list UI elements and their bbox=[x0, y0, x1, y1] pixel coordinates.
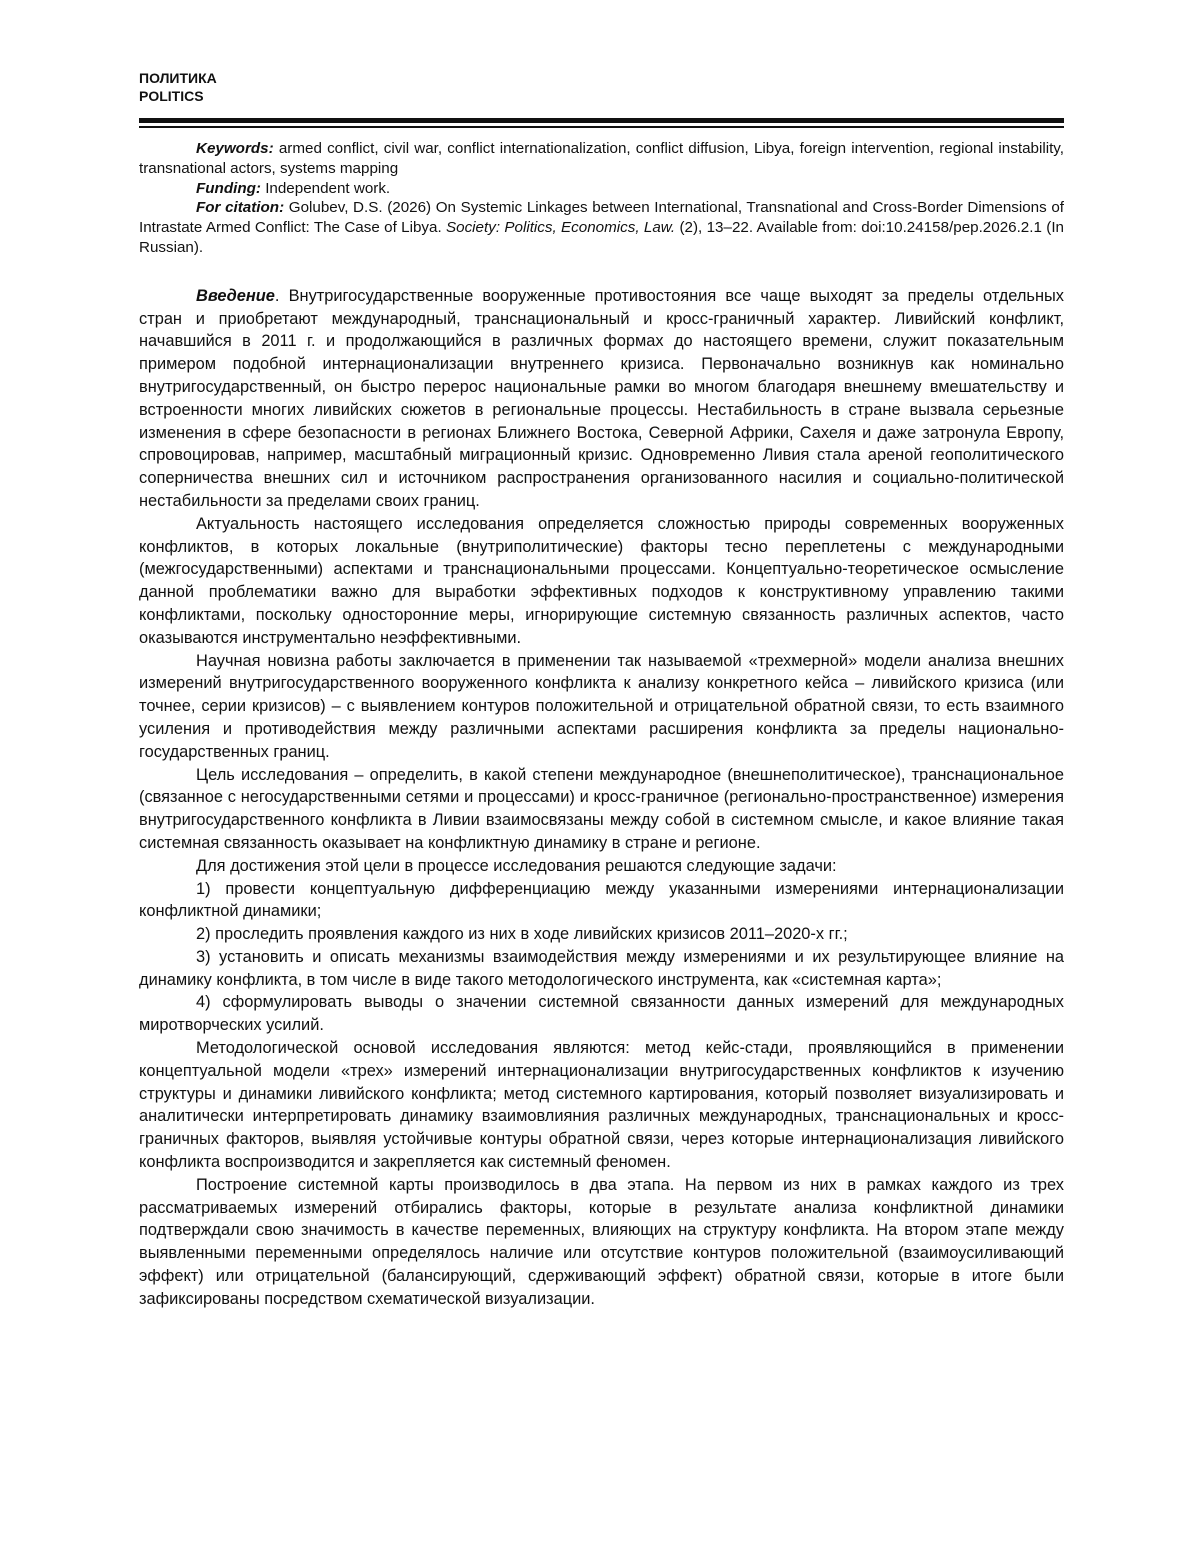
body-paragraph: Для достижения этой цели в процессе исследования решаются следующие задачи: bbox=[196, 856, 837, 875]
body-paragraph: Цель исследования – определить, в какой степени международное (внешнеполитическое), транснациональное (связанное с негосударственными сетями и процессами) и кросс-граничное (регионально-пространственное) измерения внутригосударственного конфликта в Ливии взаимосвязаны между собой в системном смысле, и какое влияние такая системная связанность оказывает на конфликтную динамику в стране и регионе. bbox=[139, 765, 1064, 852]
article-body bbox=[139, 285, 1064, 1311]
intro-paragraph bbox=[139, 285, 1064, 513]
citation-label: For citation: bbox=[196, 199, 285, 217]
task-item: 2) проследить проявления каждого из них в ходе ливийских кризисов 2011–2020-х гг.; bbox=[196, 925, 848, 944]
intro-text: . Внутригосударственные вооруженные противостояния все чаще выходят за пределы отдельных стран и приобретают международный, транснациональный и кросс-граничный характер. Ливийский конфликт, начавшийся в 2011 г. и продолжающийся в различных формах до настоящего времени, служит показательным примером подобной интернационализации внутреннего кризиса. Первоначально возникнув как номинально внутригосударственный, он быстро перерос национальные рамки во многом благодаря внешнему вмешательству и встроенности многих ливийских сюжетов в региональные процессы. Нестабильность в стране вызвала серьезные изменения в сфере безопасности в регионах Ближнего Востока, Северной Африки, Сахеля и даже затронула Европу, спровоцировав, например, масштабный миграционный кризис. Одновременно Ливия стала ареной геополитического соперничества внешних сил и источником распространения организованного насилия и социально-политической нестабильности за пределами своих границ. bbox=[139, 286, 1064, 510]
funding bbox=[139, 179, 1064, 199]
section-title-ru: ПОЛИТИКА bbox=[139, 70, 217, 86]
funding-text: Independent work. bbox=[265, 179, 391, 197]
header-rule-thin bbox=[139, 126, 1064, 128]
keywords-text: armed conflict, civil war, conflict internationalization, conflict diffusion, Libya, foreign intervention, regional instability, transnational actors, systems mapping bbox=[139, 140, 1064, 177]
section-title-en: POLITICS bbox=[139, 88, 204, 104]
task-item: 1) провести концептуальную дифференциацию между указанными измерениями интернационализации конфликтной динамики; bbox=[139, 879, 1064, 921]
citation bbox=[139, 198, 1064, 257]
article-content bbox=[139, 139, 1064, 1311]
body-paragraph: Актуальность настоящего исследования определяется сложностью природы современных вооруженных конфликтов, в которых локальные (внутриполитические) факторы тесно переплетены с международными (межгосударственными) аспектами и транснациональными процессами. Концептуально-теоретическое осмысление данной проблематики важно для выработки эффективных подходов к конструктивному управлению такими конфликтами, поскольку односторонние меры, игнорирующие системную связанность различных аспектов, часто оказываются инструментально неэффективными. bbox=[139, 514, 1064, 647]
intro-label: Введение bbox=[196, 286, 275, 305]
task-item: 3) установить и описать механизмы взаимодействия между измерениями и их результирующее влияние на динамику конфликта, в том числе в виде такого методологического инструмента, как «системная карта»; bbox=[139, 947, 1064, 989]
body-paragraph: Методологической основой исследования являются: метод кейс-стади, проявляющийся в применении концептуальной модели «трех» измерений интернационализации внутригосударственных конфликтов к изучению структуры и динамики ливийского конфликта; метод системного картирования, который позволяет визуализировать и аналитически интерпретировать динамику взаимовлияния различных международных, транснациональных и кросс-граничных факторов, выявляя устойчивые контуры обратной связи, через которые интернационализация ливийского конфликта воспроизводится и закрепляется как системный феномен. bbox=[139, 1039, 1064, 1172]
citation-journal: Society: Politics, Economics, Law. bbox=[446, 219, 676, 237]
keywords bbox=[139, 139, 1064, 179]
task-item: 4) сформулировать выводы о значении системной связанности данных измерений для международных миротворческих усилий. bbox=[139, 993, 1064, 1035]
body-paragraph: Научная новизна работы заключается в применении так называемой «трехмерной» модели анализа внешних измерений внутригосударственного вооруженного конфликта к анализу конкретного кейса – ливийского кризиса (или точнее, серии кризисов) – с выявлением контуров положительной и отрицательной обратной связи, то есть взаимного усиления и противодействия между различными аспектами расширения конфликта за пределы национально-государственных границ. bbox=[139, 651, 1064, 761]
body-paragraph: Построение системной карты производилось в два этапа. На первом из них в рамках каждого из трех рассматриваемых измерений отбирались факторы, которые в результате анализа конфликтной динамики подтверждали свою значимость в качестве переменных, влияющих на структуру конфликта. На втором этапе между выявленными переменными определялось наличие или отсутствие контуров положительной (взаимоусиливающий эффект) или отрицательной (балансирующий, сдерживающий эффект) обратной связи, которые в итоге были зафиксированы посредством схематической визуализации. bbox=[139, 1175, 1064, 1308]
citation-details: (2), 13–22. Available from: doi:10.24158/pep.2026.2.1 (In Russian). bbox=[139, 219, 1064, 256]
funding-label: Funding: bbox=[196, 179, 261, 197]
section-header bbox=[139, 69, 217, 105]
citation-text: Golubev, D.S. (2026) On Systemic Linkages between International, Transnational and Cross-Border Dimensions of Intrastate Armed Conflict: The Case of Libya. bbox=[139, 199, 1065, 237]
keywords-label: Keywords: bbox=[196, 140, 274, 157]
header-rule-thick bbox=[139, 118, 1064, 123]
